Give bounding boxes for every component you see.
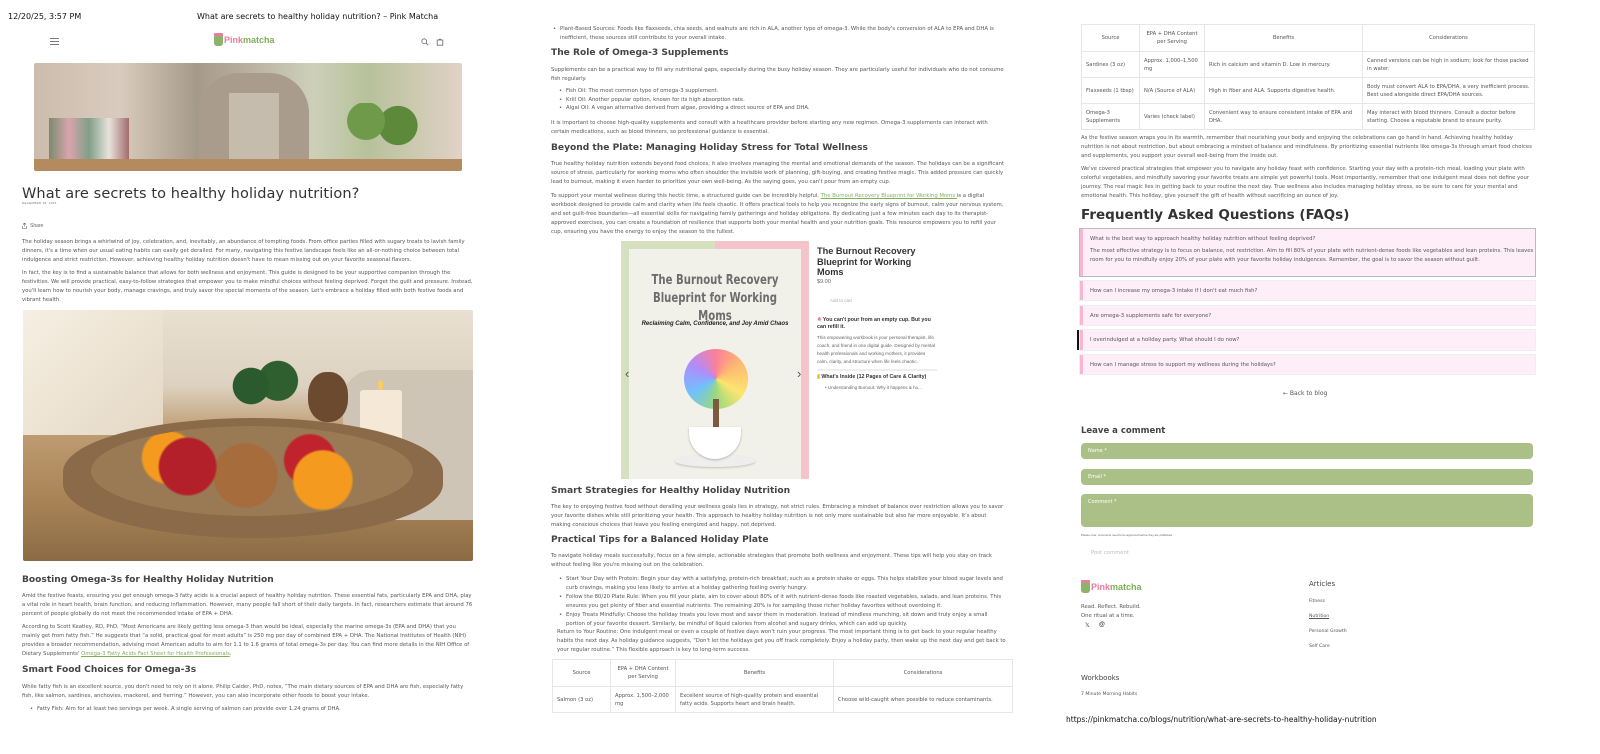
page-3 xyxy=(1068,0,1600,754)
back-to-blog-link[interactable]: ← Back to blog xyxy=(1283,390,1328,397)
supplements-paragraph-2: It is important to choose high-quality supplements and consult with a healthcare provider before starting any new regimen. Omega-3 supplements can interact with certain medications, such as blood thinners, so professional guidance is essential. xyxy=(551,120,988,135)
page-url: https://pinkmatcha.co/blogs/nutrition/what-are-secrets-to-healthy-holiday-nutrition xyxy=(1066,715,1377,724)
heading-practical-tips: Practical Tips for a Balanced Holiday Plate xyxy=(551,535,769,545)
smart-food-paragraph: While fatty fish is an excellent source, you don't need to rely on it alone. Philip Calder, PhD, notes, “The main dietary sources of EPA and DHA are fish, especially fatty fish, like salmon, sardines, anchovies, mackerel, and herring.” However, you can also incorporate other foods to boost your intake. xyxy=(22,684,464,699)
carousel-next-arrow-icon[interactable]: › xyxy=(797,366,802,381)
footer-link-personal-growth[interactable]: Personal Growth xyxy=(1309,629,1347,634)
table-cell: Salmon (3 oz) xyxy=(553,687,611,713)
table-row xyxy=(553,687,1013,713)
column-header-source: Source xyxy=(553,660,611,687)
table-cell: Sardines (3 oz) xyxy=(1082,52,1140,78)
heading-smart-strategies: Smart Strategies for Healthy Holiday Nutrition xyxy=(551,486,791,496)
table-row xyxy=(1082,104,1535,130)
comment-approval-note: Please note, comments need to be approved before they are published. xyxy=(1081,533,1173,537)
column-header-epa-dha: EPA + DHA Content per Serving xyxy=(1140,25,1205,52)
burnout-blueprint-link[interactable]: The Burnout Recovery Blueprint for Working Moms xyxy=(820,193,957,199)
faq-item-3[interactable] xyxy=(1080,306,1535,325)
column-header-benefits: Benefits xyxy=(676,660,834,687)
faq-item-5[interactable] xyxy=(1080,355,1535,374)
footer-tagline: Read. Reflect. Rebuild. One ritual at a time. xyxy=(1081,604,1141,619)
footer-workbooks-heading: Workbooks xyxy=(1081,674,1120,682)
faq-item-1[interactable] xyxy=(1080,229,1535,276)
faq-item-2[interactable] xyxy=(1080,281,1535,300)
footer-link-self-care[interactable]: Self Care xyxy=(1309,644,1330,649)
heading-holiday-stress: Beyond the Plate: Managing Holiday Stress for Total Wellness xyxy=(551,143,868,153)
table-cell: Excellent source of high-quality protein and essential fatty acids. Supports heart and brain health. xyxy=(676,687,834,713)
table-cell: Rich in calcium and vitamin D. Low in mercury. xyxy=(1205,52,1363,78)
logo-text: Pinkmatcha xyxy=(224,34,275,45)
table-cell: Choose wild-caught when possible to reduce contaminants. xyxy=(834,687,1013,713)
column-header-considerations: Considerations xyxy=(1363,25,1535,52)
faq-question[interactable]: What is the best way to approach healthy holiday nutrition without feeling deprived? xyxy=(1090,236,1316,242)
table-cell: Body must convert ALA to EPA/DHA, a very inefficient process. Best used alongside direct EPA/DHA sources. xyxy=(1363,78,1535,104)
page-2 xyxy=(540,0,1050,754)
omega3-sources-table xyxy=(552,659,1013,713)
divider xyxy=(817,369,937,371)
table-cell: High in fiber and ALA. Supports digestive health. xyxy=(1205,78,1363,104)
footer-link-morning-habits[interactable]: 7 Minute Morning Habits xyxy=(1081,692,1138,697)
smart-food-list xyxy=(28,705,473,714)
product-description: This empowering workbook is your personal therapist, life coach, and friend in one digital guide. Designed by mental health professionals and working mothers, it provides calm, clarity, and structure when life feels chaotic. xyxy=(817,334,935,365)
conclusion-paragraph-2: We've covered practical strategies that empower you to navigate any holiday feast with confidence. Starting your day with a protein-rich meal, loading your plate with colorful vegetables, and mindfully savoring your favorite treats are simple yet powerful tools. Most importantly, remember that one indulgent meal does not define your journey. The real magic lies in getting back to your routine the next day. True wellness also includes managing holiday stress, so be sure to care for your mental and emotional health. This holiday, give yourself the gift of health without sacrificing an ounce of joy. xyxy=(1081,166,1530,199)
tips-paragraph: To navigate holiday meals successfully, focus on a few simple, actionable strategies that promote both wellness and enjoyment. These tips will help you stay on track without feeling like you're missing out on the celebration. xyxy=(551,553,992,568)
site-logo[interactable] xyxy=(214,33,275,46)
cover-title: The Burnout Recovery Blueprint for Working Moms xyxy=(651,273,779,324)
list-item: • Start Your Day with Protein: Begin your day with a satisfying, protein-rich breakfast, such as a protein shake or eggs. This helps stabilize your blood sugar levels and curb cravings, making you less likely to arrive at a holiday gathering feeling overly hungry. xyxy=(557,575,1007,593)
conclusion-paragraph-1: As the festive season wraps you in its warmth, remember that nourishing your body and enjoying the celebrations can go hand in hand. Achieving healthy holiday nutrition is not about restriction, but about embracing a mindset of balance and mindfulness. By prioritizing essential nutrients like omega-3s through smart food choices and supplements, you support your overall well-being from the inside out. xyxy=(1081,135,1532,159)
hero-image-woman-kitchen xyxy=(34,63,462,171)
column-header-epa-dha: EPA + DHA Content per Serving xyxy=(611,660,676,687)
stress-paragraph-1: True healthy holiday nutrition extends beyond food choices; it also involves managing the mental and emotional demands of the season. The holidays can be a significant source of stress, particularly for working moms who often shoulder the invisible work of planning, gift-buying, and creating festive magic. This added pressure can quickly lead to burnout, making it even harder to prioritize your own well-being. As the saying goes, you can't pour from an empty cup. xyxy=(551,161,1004,185)
x-social-icon[interactable]: 𝕏 xyxy=(1085,623,1090,629)
faq-answer: The most effective strategy is to focus on balance, not restriction. Aim to fill 80% of your plate with nutrient-dense foods like vegetables and lean proteins. This leaves room for you to mindfully enjoy 20% of your plate with your favorite holiday indulgences. Remember, the goal is to savor the season without guilt. xyxy=(1090,248,1534,263)
table-cell: Flaxseeds (1 tbsp) xyxy=(1082,78,1140,104)
lightbulb-icon: ▮ xyxy=(817,374,820,381)
table-cell: Canned versions can be high in sodium; look for those packed in water. xyxy=(1363,52,1535,78)
footer-link-nutrition[interactable]: Nutrition xyxy=(1309,614,1330,619)
strategies-paragraph: The key to enjoying festive food without derailing your wellness goals lies in strategy, not strict rules. Embracing a mindset of balance over restriction allows you to savor your favorite dishes while still prioritizing your health. This approach to healthy holiday nutrition is not only more sustainable but also far more enjoyable. It's about making conscious choices that leave you feeling energized and happy, not deprived. xyxy=(551,504,1004,528)
table-cell: N/A (Source of ALA) xyxy=(1140,78,1205,104)
product-info xyxy=(817,246,937,390)
faq-item-4[interactable] xyxy=(1080,330,1535,350)
list-item: • Plant-Based Sources: Foods like flaxseeds, chia seeds, and walnuts are rich in ALA, another type of omega-3. While the body's conversion of ALA to EPA and DHA is inefficient, these sources still contribute to your overall intake. xyxy=(551,25,1006,43)
threads-social-icon[interactable]: @ xyxy=(1099,622,1105,628)
heading-smart-food-choices: Smart Food Choices for Omega-3s xyxy=(22,665,197,675)
faq-heading: Frequently Asked Questions (FAQs) xyxy=(1081,207,1350,223)
product-tagline: ✵ You can't pour from an empty cup. But you can refill it. xyxy=(817,316,931,330)
list-item: • Fatty Fish: Aim for at least two servings per week. A single serving of salmon can provide over 1.24 grams of DHA. xyxy=(28,705,473,714)
list-item: • Follow the 80/20 Plate Rule: When you fill your plate, aim to cover about 80% of it with nutrient-dense foods like roasted vegetables, salads, and lean proteins. This ensures you get plenty of fiber and essential nutrients. The remaining 20% is for sampling those richer holiday favorites without overdoing it. xyxy=(557,593,1007,611)
post-comment-button[interactable]: Post comment xyxy=(1091,550,1129,556)
print-timestamp: 12/20/25, 3:57 PM xyxy=(8,12,82,21)
smart-food-list-continued xyxy=(551,25,1006,43)
leave-comment-heading: Leave a comment xyxy=(1081,426,1166,436)
share-button[interactable] xyxy=(22,223,43,229)
article-date: DECEMBER 18, 2025 xyxy=(22,201,57,205)
table-cell: Omega-3 Supplements xyxy=(1082,104,1140,130)
email-field[interactable]: Email * xyxy=(1081,469,1533,485)
site-header xyxy=(0,30,500,56)
tips-return-to-routine: Return to Your Routine: One indulgent meal or even a couple of festive days won't ruin your progress. The most important thing is to get back to your regular healthy habits the next day. As holiday guidance suggests, “Don't let the holidays get you off track completely. Enjoy a holiday party, then wake up the next day and get back to your regular routine.” This flexible approach is key to long-term success. xyxy=(557,629,1006,653)
comment-textarea[interactable]: Comment * xyxy=(1081,494,1533,527)
stress-paragraph-2: To support your mental wellness during this hectic time, a structured guide can be incredibly helpful. The Burnout Recovery Blueprint for Working Moms is a digital workbook designed to provide calm and clarity when life feels chaotic. It offers practical tools to help you recognize the early signs of burnout, calm your nervous system, and set guilt-free boundaries—all essential skills for navigating family gatherings and holiday obligations. By dedicating just a few minutes each day to its therapist-approved exercises, you can create a foundation of resilience that supports both your mental health and your nutrition goals. This resource empowers you to refill your cup, ensuring you have the energy to enjoy the season to the fullest. xyxy=(551,193,1004,235)
print-page-title: What are secrets to healthy holiday nutrition? – Pink Matcha xyxy=(197,12,439,21)
cover-subtitle: Reclaiming Calm, Confidence, and Joy Amid Chaos xyxy=(641,321,789,327)
footer-articles-heading: Articles xyxy=(1309,580,1336,588)
list-item: • Algal Oil: A vegan alternative derived from algae, providing a direct source of EPA and DHA. xyxy=(557,104,1007,113)
column-header-benefits: Benefits xyxy=(1205,25,1363,52)
cart-icon[interactable] xyxy=(436,38,444,48)
logo-text: Pinkmatcha xyxy=(1091,581,1142,592)
table-cell: Approx. 1,000–1,500 mg xyxy=(1140,52,1205,78)
list-item: • Fish Oil: The most common type of omega-3 supplement. xyxy=(557,87,1007,96)
star-icon: ✵ xyxy=(817,316,822,323)
product-inside-heading: ▮ What's Inside (12 Pages of Care & Clarity) xyxy=(817,374,927,381)
name-field[interactable]: Name * xyxy=(1081,443,1533,459)
page-1 xyxy=(0,0,520,754)
carousel-prev-arrow-icon[interactable]: ‹ xyxy=(625,366,630,381)
matcha-cup-icon xyxy=(214,33,223,46)
faq-question[interactable]: How can I increase my omega-3 intake if I don't eat much fish? xyxy=(1090,288,1258,294)
nih-fact-sheet-link[interactable]: Omega-3 Fatty Acids Fact Sheet for Health Professionals xyxy=(81,650,230,657)
holiday-platter-image xyxy=(23,310,473,561)
hamburger-menu-icon[interactable] xyxy=(50,38,59,45)
add-to-cart-button[interactable]: Add to cart xyxy=(830,297,852,303)
table-header-row xyxy=(1082,25,1535,52)
teacup-illustration xyxy=(689,427,741,459)
faq-question[interactable]: How can I manage stress to support my wellness during the holidays? xyxy=(1090,362,1276,368)
product-image-carousel xyxy=(621,241,809,479)
list-item: • Enjoy Treats Mindfully: Choose the holiday treats you love most and savor them in moderation. Instead of mindless munching, sit down and truly enjoy a small portion of your favorite dessert. Similarly, be mindful of liquid calories from alcohol and sugary drinks, which can add up quickly. xyxy=(557,611,1007,629)
table-cell: Varies (check label) xyxy=(1140,104,1205,130)
matcha-cup-icon xyxy=(1081,580,1090,593)
footer-logo[interactable] xyxy=(1081,580,1142,593)
intro-paragraph-2: In fact, the key is to find a sustainable balance that allows for both wellness and enjoyment. This guide is designed to be your supportive companion through the festivities. We will provide practical, easy-to-follow strategies that empower you to make mindful choices without feeling deprived. Forget the guilt and pressure. Instead, you'll learn how to nourish your body, manage cravings, and truly savor the special moments of the season. Let's embrace a holiday filled with both festive foods and vibrant health. xyxy=(22,270,473,303)
search-icon[interactable] xyxy=(421,38,429,48)
omega3-sources-table-continued xyxy=(1081,24,1535,130)
table-header-row xyxy=(553,660,1013,687)
footer-link-fitness[interactable]: Fitness xyxy=(1309,599,1325,604)
table-cell: May interact with blood thinners. Consult a doctor before starting. Choose a reputable brand to ensure purity. xyxy=(1363,104,1535,130)
faq-question[interactable]: I overindulged at a holiday party. What should I do now? xyxy=(1090,337,1240,343)
product-price: $9.00 xyxy=(817,278,831,285)
supplements-list xyxy=(557,87,1007,113)
column-header-source: Source xyxy=(1082,25,1140,52)
heading-boosting-omega3: Boosting Omega-3s for Healthy Holiday Nutrition xyxy=(22,575,274,585)
table-cell: Convenient way to ensure consistent intake of EPA and DHA. xyxy=(1205,104,1363,130)
faq-question[interactable]: Are omega-3 supplements safe for everyone? xyxy=(1090,313,1212,319)
intro-paragraph-1: The holiday season brings a whirlwind of joy, celebration, and, inevitably, an abundance of tempting foods. From office parties filled with sugary treats to lavish family dinners, it's a time when our usual eating habits can easily get derailed. For many, navigating this festive landscape feels like an all-or-nothing choice between total indulgence and strict restriction. However, achieving healthy holiday nutrition doesn't have to mean missing out on your favorite seasonal flavors. xyxy=(22,239,465,263)
heading-omega3-supplements: The Role of Omega-3 Supplements xyxy=(551,48,729,58)
table-row xyxy=(1082,78,1535,104)
table-cell: Approx. 1,500–2,000 mg xyxy=(611,687,676,713)
supplements-paragraph-1: Supplements can be a practical way to fill any nutritional gaps, especially during the busy holiday season. They are particularly useful for individuals who do not consume fish regularly. xyxy=(551,67,1004,82)
tips-list xyxy=(557,575,1007,628)
table-row xyxy=(1082,52,1535,78)
list-item: • Krill Oil: Another popular option, known for its high absorption rate. xyxy=(557,96,1007,105)
product-inside-item: • Understanding Burnout: Why it happens & ho... xyxy=(825,384,922,390)
product-title: The Burnout Recovery Blueprint for Working Moms xyxy=(817,246,916,277)
boosting-paragraph-2: According to Scott Keatley, RD, PhD, “Most Americans are likely getting less omega-3 than would be ideal, especially the marine omega-3s (EPA and DHA) that you mainly get from fatty fish.” He suggests that “a solid, practical goal for most adults” is 250 mg per day of combined EPA + DHA. The National Institutes of Health (NIH) provides a broader recommendation, advising most American adults to aim for 1.1 to 1.6 grams of total omega-3s per day. You can find more details in the NIH Office of Dietary Supplements' Omega-3 Fatty Acids Fact Sheet for Health Professionals. xyxy=(22,624,470,657)
column-header-considerations: Considerations xyxy=(834,660,1013,687)
boosting-paragraph-1: Amid the festive feasts, ensuring you get enough omega-3 fatty acids is a crucial aspect of healthy holiday nutrition. These essential fats, particularly EPA and DHA, play a vital role in heart health, brain function, and reducing inflammation. However, many people fall short of their daily targets. In fact, researchers estimate that around 76 percent of people globally do not meet the recommended intake of EPA + DHA. xyxy=(22,593,473,617)
share-icon xyxy=(22,223,27,229)
article-title: What are secrets to healthy holiday nutrition? xyxy=(22,186,360,202)
share-label: Share xyxy=(30,223,44,229)
